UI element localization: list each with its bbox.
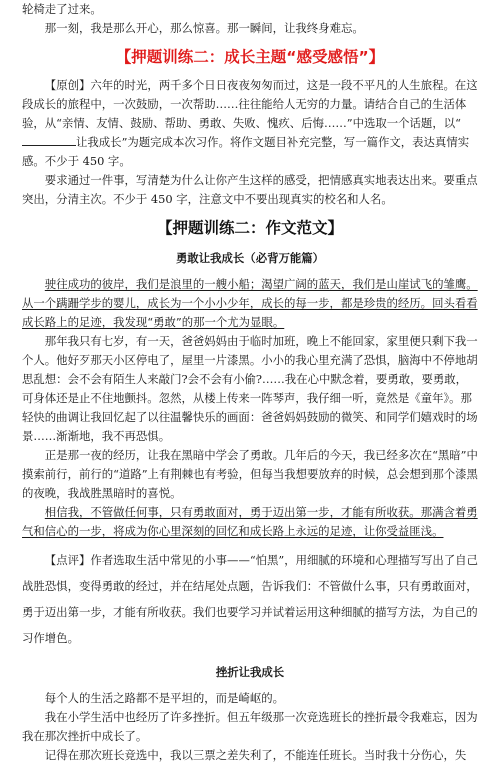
- prompt-paragraph: [22, 76, 478, 171]
- essay1-paragraph-3: 正是那一夜的经历，让我在黑暗中学会了勇敢。几年后的今天，我已经多次在“黑暗”中摸索前行，前行的“道路”上有荆棘也有考验，但每当我想要放弃的时候，总会想到那个漆黑的夜晚，我战胜黑暗时的喜悦。: [22, 448, 478, 500]
- section1-heading: 【押题训练二：成长主题“感受感悟”】: [115, 48, 385, 66]
- title-blank-2: [62, 133, 76, 146]
- intro-paragraph: 那一刻，我是那么开心，那么惊喜。那一瞬间，让我终身难忘。: [44, 21, 364, 35]
- essay1-paragraph-2: 那年我只有七岁，有一天，爸爸妈妈由于临时加班，晚上不能回家，家里便只剩下我一个人。他好歹那天小区停电了，屋里一片漆黑。小小的我心里充满了恐惧，脑海中不停地胡思乱想：会不会有陌生人来敲门?会不会有小偷?……我在心中默念着，要勇敢，要勇敢，可身体还是止不住地颤抖。忽然，从楼上传来一阵琴声，我仔细一听，竟然是《童年》。那轻快的曲调让我回忆起了以往温馨快乐的画面：爸爸妈妈鼓励的微笑、和同学们嬉戏时的场景……渐渐地，我不再恐惧。: [22, 334, 478, 443]
- essay2-paragraph-1: 每个人的生活之路都不是平坦的，而是崎岖的。: [44, 691, 285, 705]
- top-line: 轮椅走了过来。: [22, 2, 102, 16]
- essay2-title: 挫折让我成长: [215, 665, 285, 679]
- essay1-paragraph-1: 驶往成功的彼岸，我们是浪里的一艘小船；渴望广阔的蓝天，我们是山崖试飞的雏鹰。从一个蹒跚学步的婴儿，成长为一个小小少年，成长的每一步，都是珍贵的经历。回头看看成长路上的足迹，我发现“勇敢”的那一个尤为显眼。: [22, 277, 478, 329]
- essay1-paragraph-4: 相信我，不管做任何事，只有勇敢面对，勇于迈出第一步，才能有所收获。那满含着勇气和信心的一步，将成为你心里深刻的回忆和成长路上永远的足迹，让你受益匪浅。: [22, 505, 478, 538]
- essay2-paragraph-2: 我在小学生活中也经历了许多挫折。但五年级那一次竞选班长的挫折最令我难忘，因为我在那次挫折中成长了。: [22, 710, 478, 743]
- prompt-text-a: 【原创】六年的时光，两千多个日日夜夜匆匆而过，这是一段不平凡的人生旅程。在这段成长的旅程中，一次鼓励，一次帮助……往往能给人无穷的力量。请结合自己的生活体验，从“亲情、友情、鼓励、帮助、勇敢、失败、愧疚、后悔……”中选取一个话题，以“: [22, 78, 478, 130]
- comment-paragraph: 【点评】作者选取生活中常见的小事——“怕黑”，用细腻的环境和心理描写写出了自己战胜恐惧，变得勇敢的经过，并在结尾处点题，告诉我们：不管做什么事，只有勇敢面对，勇于迈出第一步，才能有所收获。我们也要学习并试着运用这种细腻的描写方法，为自己的习作增色。: [22, 553, 478, 645]
- section2-heading: 【押题训练二：作文范文】: [156, 219, 343, 237]
- essay1-title: 勇敢让我成长（必背万能篇）: [175, 251, 325, 265]
- title-blank: [22, 133, 62, 146]
- essay2-paragraph-3: 记得在那次班长竞选中，我以三票之差失利了，不能连任班长。当时我十分伤心，失: [44, 748, 467, 762]
- requirement-paragraph: 要求通过一件事，写清楚为什么让你产生这样的感受，把情感真实地表达出来。要重点突出，分清主次。不少于 450 字，注意文中不要出现真实的校名和人名。: [22, 173, 478, 206]
- prompt-text-b: 让我成长”为题完成本次习作。将作文题目补充完整，写一篇作文，表达真情实感。不少于 450 字。: [22, 135, 470, 168]
